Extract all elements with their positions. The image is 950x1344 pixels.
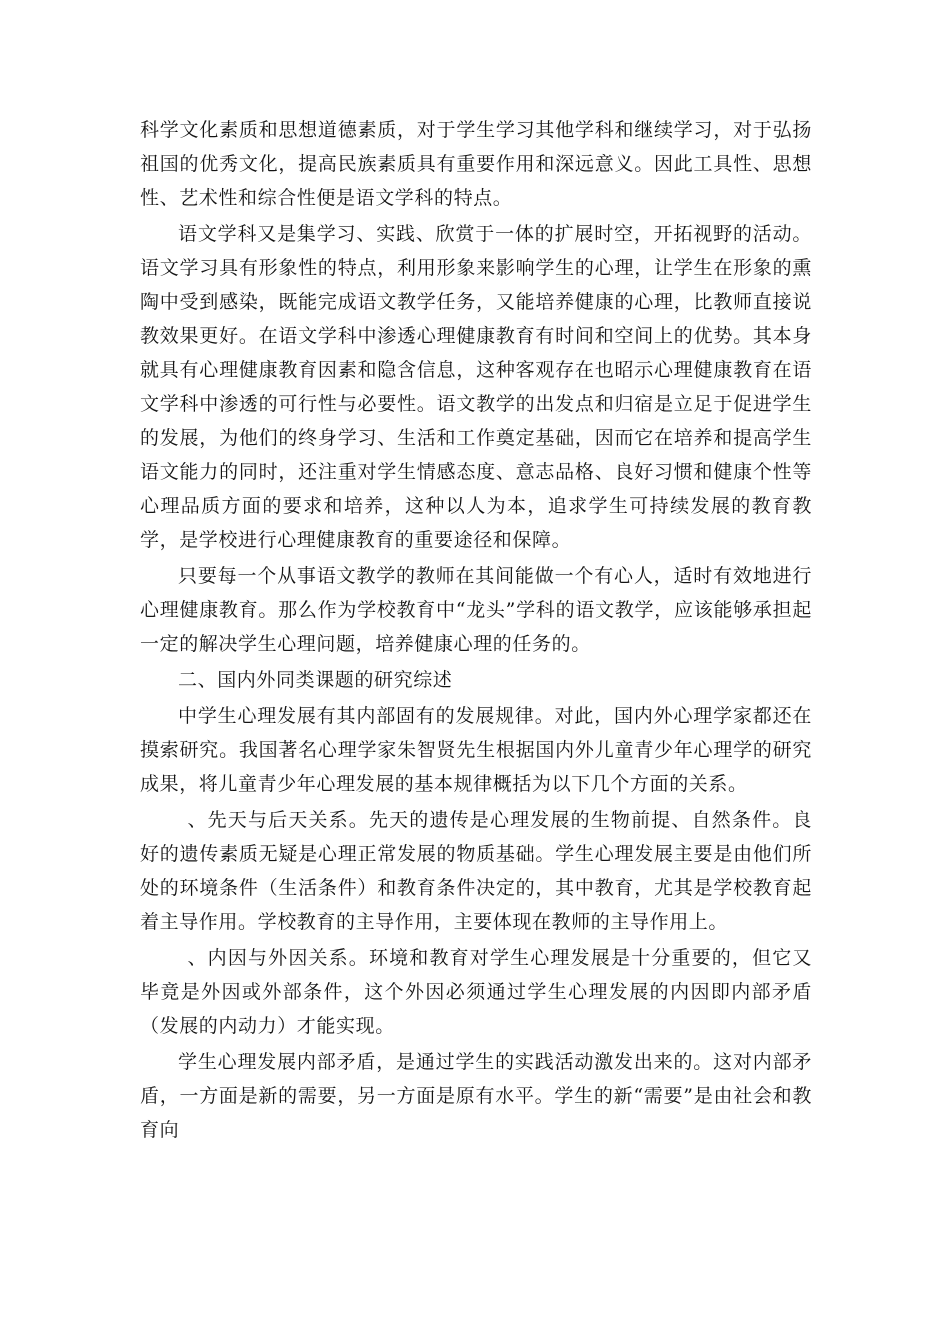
paragraph-teacher-role: 只要每一个从事语文教学的教师在其间能做一个有心人，适时有效地进行心理健康教育。那么作为学校教育中“龙头”学科的语文教学，应该能够承担起一定的解决学生心理问题，培养健康心理的任务的。 <box>140 565 812 655</box>
paragraph-nature-nurture: 、先天与后天关系。先天的遗传是心理发展的生物前提、自然条件。良好的遗传素质无疑是心理正常发展的物质基础。学生心理发展主要是由他们所处的环境条件（生活条件）和教育条件决定的，其中教育，尤其是学校教育起着主导作用。学校教育的主导作用，主要体现在教师的主导作用上。 <box>140 809 812 933</box>
paragraph-chinese-subject-activity: 语文学科又是集学习、实践、欣赏于一体的扩展时空，开拓视野的活动。语文学习具有形象性的特点，利用形象来影响学生的心理，让学生在形象的熏陶中受到感染，既能完成语文教学任务，又能培养健康的心理，比教师直接说教效果更好。在语文学科中渗透心理健康教育有时间和空间上的优势。其本身就具有心理健康教育因素和隐含信息，这种客观存在也昭示心理健康教育在语文学科中渗透的可行性与必要性。语文教学的出发点和归宿是立足于促进学生的发展，为他们的终身学习、生活和工作奠定基础，因而它在培养和提高学生语文能力的同时，还注重对学生情感态度、意志品格、良好习惯和健康个性等心理品质方面的要求和培养，这种以人为本，追求学生可持续发展的教育教学，是学校进行心理健康教育的重要途径和保障。 <box>140 223 812 551</box>
section-heading-research-review: 二、国内外同类课题的研究综述 <box>178 669 453 691</box>
paragraph-internal-contradiction: 学生心理发展内部矛盾，是通过学生的实践活动激发出来的。这对内部矛盾，一方面是新的需要，另一方面是原有水平。学生的新“需要”是由社会和教育向 <box>140 1051 812 1141</box>
paragraph-development-laws: 中学生心理发展有其内部固有的发展规律。对此，国内外心理学家都还在摸索研究。我国著名心理学家朱智贤先生根据国内外儿童青少年心理学的研究成果，将儿童青少年心理发展的基本规律概括为以下几个方面的关系。 <box>140 705 812 795</box>
document-body <box>140 113 812 1147</box>
paragraph-internal-external: 、内因与外因关系。环境和教育对学生心理发展是十分重要的，但它又毕竟是外因或外部条件，这个外因必须通过学生心理发展的内因即内部矛盾（发展的内动力）才能实现。 <box>140 947 812 1037</box>
paragraph-continuation: 科学文化素质和思想道德素质，对于学生学习其他学科和继续学习，对于弘扬祖国的优秀文化，提高民族素质具有重要作用和深远意义。因此工具性、思想性、艺术性和综合性便是语文学科的特点。 <box>140 119 812 209</box>
